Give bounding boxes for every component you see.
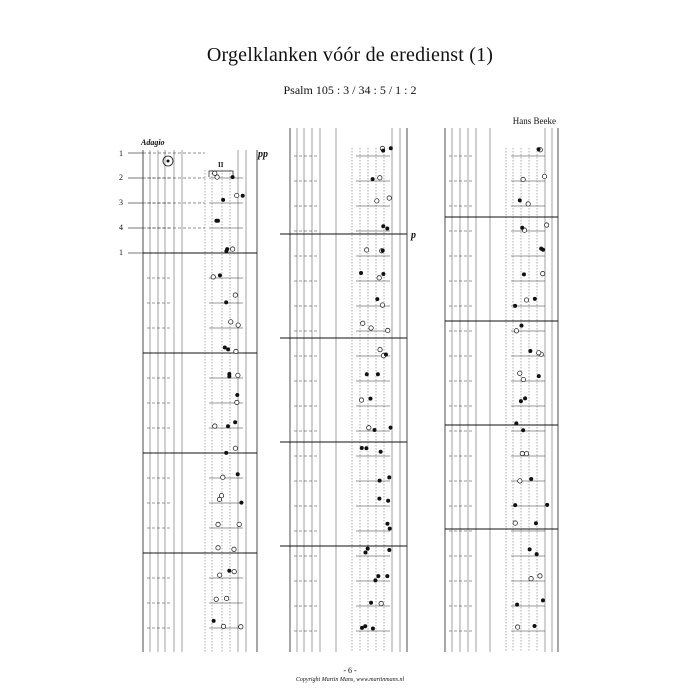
note-head	[236, 373, 240, 377]
note-head	[376, 372, 380, 376]
note-head	[379, 450, 383, 454]
note-head	[537, 351, 541, 355]
note-head	[529, 577, 533, 581]
note-head	[221, 624, 225, 628]
note-head	[363, 550, 367, 554]
note-head	[533, 297, 537, 301]
note-head	[518, 479, 522, 483]
note-head	[521, 377, 525, 381]
note-head	[230, 247, 234, 251]
note-head	[379, 601, 383, 605]
note-head	[241, 194, 245, 198]
note-head	[235, 193, 239, 197]
note-head	[233, 293, 237, 297]
note-head	[538, 574, 542, 578]
note-head	[217, 497, 221, 501]
note-head	[528, 349, 532, 353]
note-head	[239, 625, 243, 629]
note-head	[541, 598, 545, 602]
page-number: - 6 -	[343, 666, 357, 675]
note-head	[373, 428, 377, 432]
note-head	[229, 320, 233, 324]
note-head	[518, 198, 522, 202]
copyright-notice: Copyright Martin Mans, www.martinmans.nl	[295, 677, 405, 683]
note-head	[224, 596, 228, 600]
note-head	[232, 547, 236, 551]
note-head	[234, 349, 238, 353]
note-head	[537, 374, 541, 378]
note-head	[226, 424, 230, 428]
registration-label: 2	[119, 173, 123, 182]
note-head	[217, 573, 221, 577]
note-head	[364, 446, 368, 450]
note-head	[381, 248, 385, 252]
note-head	[515, 603, 519, 607]
note-head	[514, 329, 518, 333]
note-head	[221, 475, 225, 479]
note-head	[225, 247, 229, 251]
note-head	[513, 503, 517, 507]
note-head	[212, 619, 216, 623]
note-head	[387, 548, 391, 552]
note-head	[371, 626, 375, 630]
note-head	[214, 219, 218, 223]
note-head	[519, 399, 523, 403]
note-head	[227, 372, 231, 376]
note-head	[214, 597, 218, 601]
note-head	[523, 396, 527, 400]
note-head	[541, 271, 545, 275]
note-head	[385, 574, 389, 578]
note-head	[376, 574, 380, 578]
score-subtitle: Psalm 105 : 3 / 34 : 5 / 1 : 2	[283, 83, 417, 97]
note-head	[386, 328, 390, 332]
note-head	[545, 503, 549, 507]
note-head	[380, 303, 384, 307]
note-head	[221, 198, 225, 202]
note-head	[541, 248, 545, 252]
note-head	[389, 426, 393, 430]
note-head	[521, 177, 525, 181]
note-head	[368, 397, 372, 401]
note-head	[364, 248, 368, 252]
note-head	[378, 176, 382, 180]
note-head	[361, 321, 365, 325]
manual-mark: II	[218, 161, 224, 169]
composer-name: Hans Beeke	[512, 116, 556, 126]
note-head	[532, 624, 536, 628]
note-head	[385, 522, 389, 526]
fermata-icon	[167, 160, 170, 163]
note-head	[377, 497, 381, 501]
note-head	[235, 393, 239, 397]
registration-label: 3	[119, 198, 123, 207]
note-head	[369, 326, 373, 330]
note-head	[235, 400, 239, 404]
note-head	[529, 477, 533, 481]
registration-label: 4	[119, 223, 123, 232]
note-head	[389, 146, 393, 150]
note-head	[216, 546, 220, 550]
dynamic-p: p	[411, 230, 416, 241]
note-head	[384, 353, 388, 357]
note-head	[519, 324, 523, 328]
note-head	[534, 521, 538, 525]
note-head	[216, 522, 220, 526]
note-head	[522, 272, 526, 276]
note-head	[524, 298, 528, 302]
note-head	[224, 451, 228, 455]
note-head	[381, 224, 385, 228]
note-head	[223, 345, 227, 349]
note-head	[359, 398, 363, 402]
note-head	[388, 527, 392, 531]
note-head	[231, 175, 235, 179]
note-head	[544, 223, 548, 227]
note-head	[513, 304, 517, 308]
note-head	[542, 174, 546, 178]
note-head	[521, 428, 525, 432]
note-head	[365, 372, 369, 376]
registration-label: 1	[119, 149, 123, 158]
note-head	[520, 451, 524, 455]
note-head	[378, 479, 382, 483]
note-head	[524, 452, 528, 456]
registration-label: 1	[119, 248, 123, 257]
note-head	[227, 569, 231, 573]
note-head	[360, 446, 364, 450]
note-head	[371, 177, 375, 181]
note-head	[213, 424, 217, 428]
note-head	[377, 276, 381, 280]
note-head	[375, 297, 379, 301]
dynamic-pp: pp	[258, 149, 268, 160]
note-head	[236, 472, 240, 476]
note-head	[387, 196, 391, 200]
note-head	[520, 226, 524, 230]
note-head	[224, 300, 228, 304]
note-head	[528, 547, 532, 551]
note-head	[537, 147, 541, 151]
note-head	[381, 149, 385, 153]
note-head	[367, 426, 371, 430]
note-head	[381, 272, 385, 276]
note-head	[232, 569, 236, 573]
note-head	[369, 601, 373, 605]
note-head	[535, 552, 539, 556]
note-head	[515, 625, 519, 629]
note-head	[375, 199, 379, 203]
note-head	[233, 446, 237, 450]
note-head	[218, 273, 222, 277]
note-head	[526, 202, 530, 206]
note-head	[233, 420, 237, 424]
note-head	[518, 371, 522, 375]
note-head	[386, 499, 390, 503]
note-head	[236, 323, 240, 327]
note-head	[211, 275, 215, 279]
note-head	[237, 522, 241, 526]
score-title: Orgelklanken vóór de eredienst (1)	[206, 44, 494, 66]
tempo-marking: Adagio	[141, 138, 165, 147]
note-head	[513, 521, 517, 525]
note-head	[385, 227, 389, 231]
note-head	[378, 347, 382, 351]
note-head	[213, 171, 217, 175]
note-head	[366, 547, 370, 551]
note-head	[373, 578, 377, 582]
note-head	[359, 271, 363, 275]
note-head	[514, 421, 518, 425]
note-head	[363, 624, 367, 628]
note-head	[239, 501, 243, 505]
note-head	[387, 475, 391, 479]
